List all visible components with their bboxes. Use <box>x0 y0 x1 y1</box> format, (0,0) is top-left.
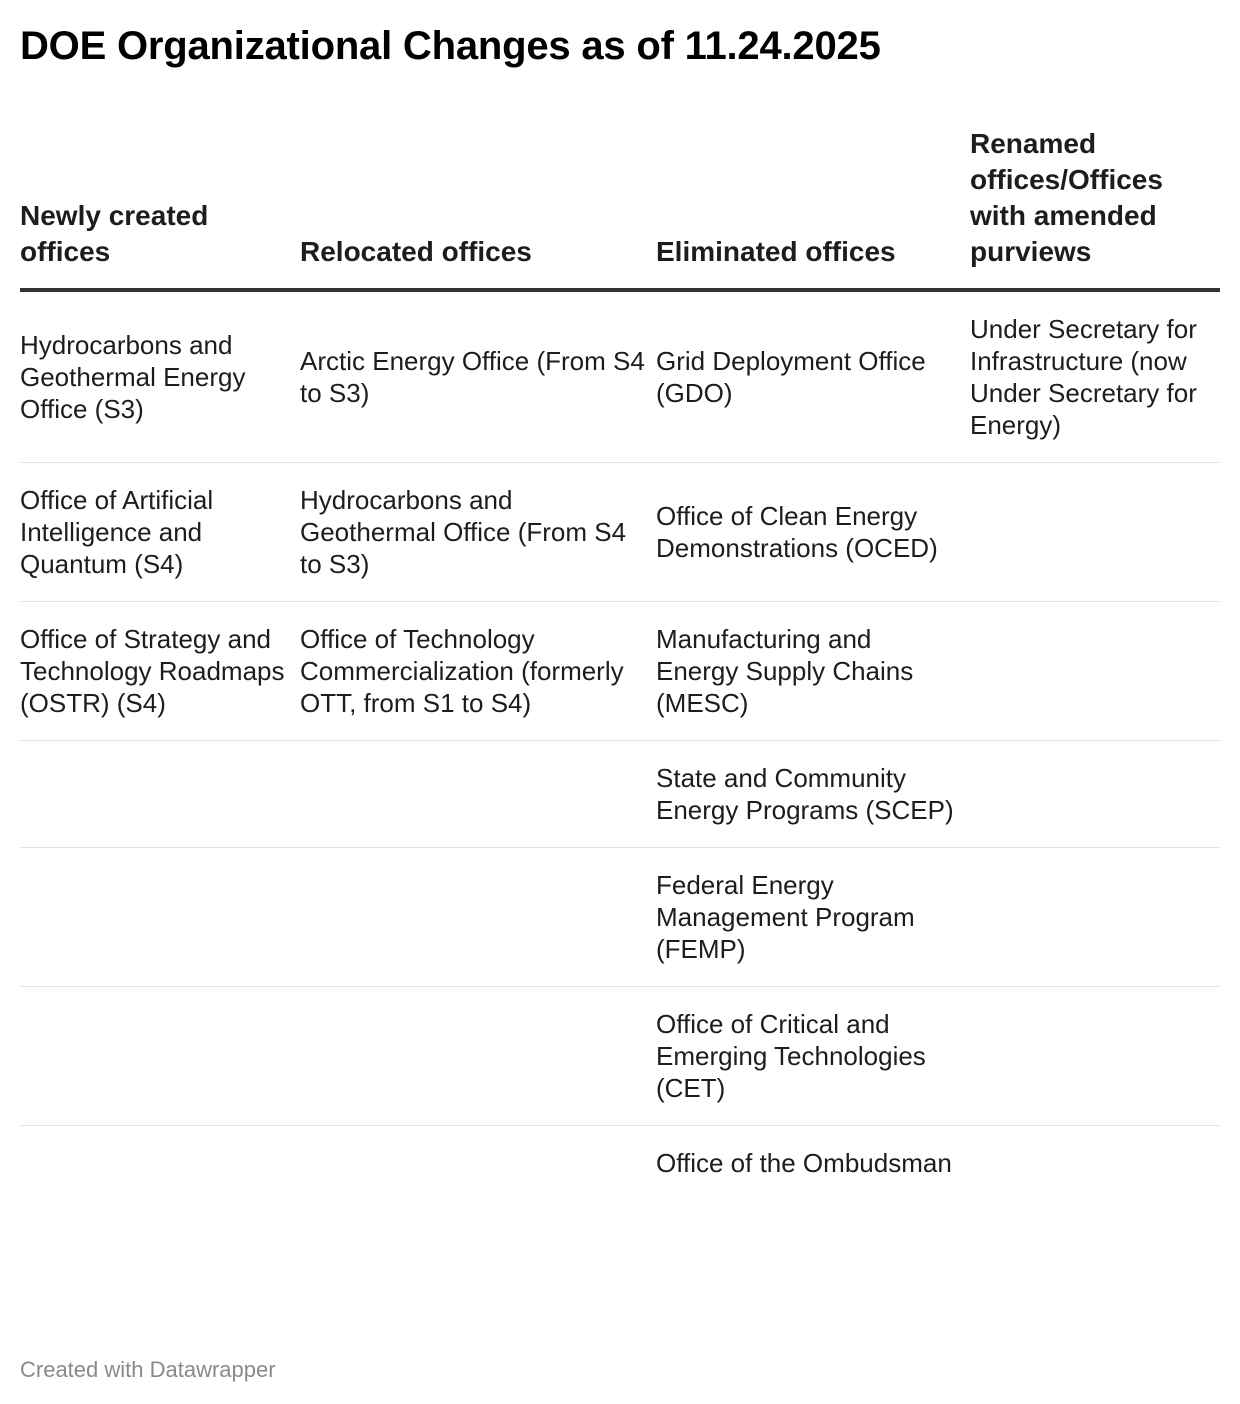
table-cell <box>970 463 1220 602</box>
table-cell <box>970 1126 1220 1201</box>
table-cell: Office of Strategy and Technology Roadmaps (OSTR) (S4) <box>20 602 300 741</box>
page-title: DOE Organizational Changes as of 11.24.2025 <box>20 24 881 68</box>
table-cell <box>20 987 300 1126</box>
table-cell <box>300 741 656 848</box>
table-cell: Arctic Energy Office (From S4 to S3) <box>300 290 656 463</box>
table-cell <box>20 1126 300 1201</box>
table-cell: Hydrocarbons and Geothermal Office (From S4 to S3) <box>300 463 656 602</box>
table-cell <box>300 848 656 987</box>
table-cell: Under Secretary for Infrastructure (now Under Secretary for Energy) <box>970 290 1220 463</box>
table-cell: State and Community Energy Programs (SCEP) <box>656 741 970 848</box>
table-row <box>20 602 1220 741</box>
table-cell: Office of Technology Commercialization (formerly OTT, from S1 to S4) <box>300 602 656 741</box>
table-cell <box>300 1126 656 1201</box>
table-cell <box>970 987 1220 1126</box>
table-cell <box>20 741 300 848</box>
table-cell: Office of Critical and Emerging Technologies (CET) <box>656 987 970 1126</box>
column-header-relocated: Relocated offices <box>300 126 656 290</box>
table-row <box>20 987 1220 1126</box>
table-cell: Federal Energy Management Program (FEMP) <box>656 848 970 987</box>
datawrapper-credit: Created with Datawrapper <box>20 1357 276 1382</box>
table-header-row <box>20 126 1220 290</box>
table-row <box>20 463 1220 602</box>
table-cell: Office of Clean Energy Demonstrations (OCED) <box>656 463 970 602</box>
table-cell: Office of the Ombudsman <box>656 1148 952 1178</box>
chart-container <box>20 0 1220 1200</box>
table-cell <box>970 848 1220 987</box>
table-cell: Office of Artificial Intelligence and Quantum (S4) <box>20 463 300 602</box>
table-cell: Hydrocarbons and Geothermal Energy Office (S3) <box>20 290 300 463</box>
table-cell <box>300 987 656 1126</box>
table-cell <box>20 848 300 987</box>
table-cell <box>970 602 1220 741</box>
column-header-renamed: Renamed offices/Offices with amended purviews <box>970 126 1220 290</box>
org-changes-table <box>20 126 1220 1200</box>
table-row <box>20 290 1220 463</box>
table-cell: Manufacturing and Energy Supply Chains (MESC) <box>656 602 970 741</box>
table-cell: Grid Deployment Office (GDO) <box>656 290 970 463</box>
table-row <box>20 741 1220 848</box>
table-row <box>20 848 1220 987</box>
table-row <box>20 1126 1220 1201</box>
column-header-newly-created: Newly created offices <box>20 126 300 290</box>
table-cell <box>970 741 1220 848</box>
column-header-eliminated: Eliminated offices <box>656 126 970 290</box>
